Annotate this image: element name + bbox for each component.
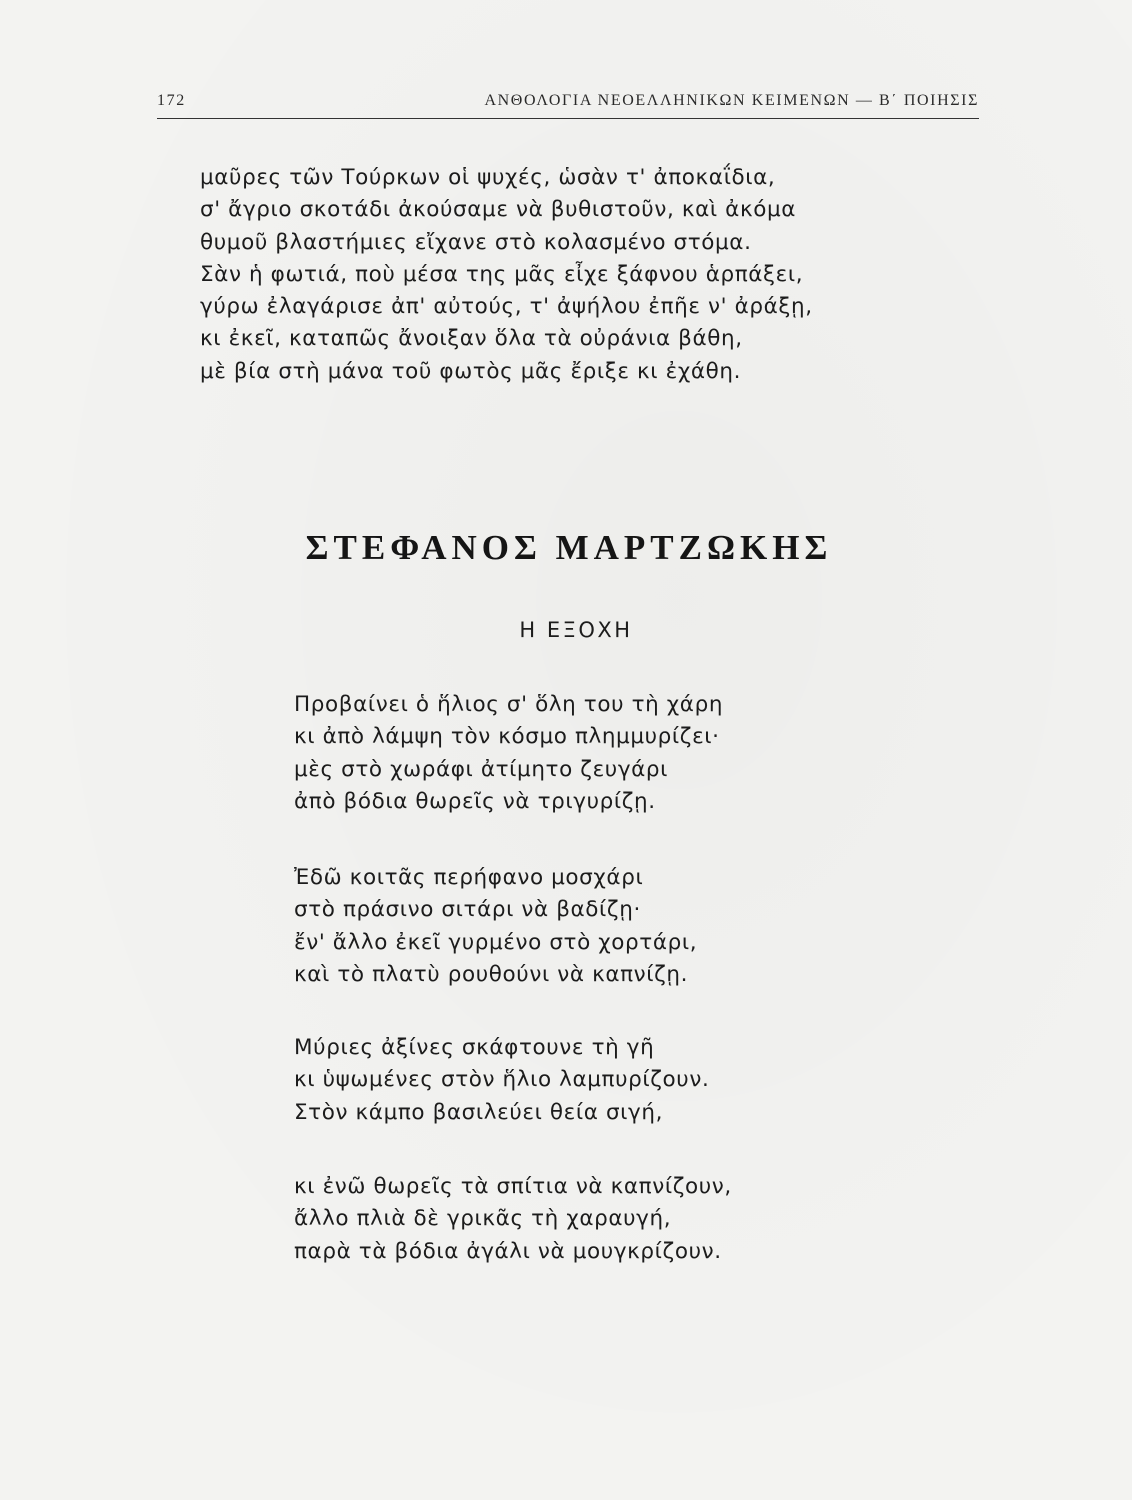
verse-line: Στὸν κάμπο βασιλεύει θεία σιγή, (294, 1099, 664, 1125)
running-header (157, 92, 979, 116)
running-title: ΑΝΘΟΛΟΓΙΑ ΝΕΟΕΛΛΗΝΙΚΩΝ ΚΕΙΜΕΝΩΝ — Β΄ ΠΟΙΗΣΙΣ (484, 92, 979, 109)
verse-line: γύρω ἐλαγάρισε ἀπ' αὐτούς, τ' ἀψήλου ἐπῆε ν' ἀράξῃ, (200, 294, 813, 320)
verse-line: κι ἐνῶ θωρεῖς τὰ σπίτια νὰ καπνίζουν, (294, 1174, 732, 1199)
verse-line: παρὰ τὰ βόδια ἀγάλι νὰ μουγκρίζουν. (294, 1238, 722, 1264)
poem-title: Η ΕΞΟΧΗ (519, 618, 633, 642)
previous-poem-ending (200, 162, 813, 388)
verse-line: σ' ἄγριο σκοτάδι ἀκούσαμε νὰ βυθιστοῦν, καὶ ἀκόμα (200, 197, 797, 223)
verse-line: μὲ βία στὴ μάνα τοῦ φωτὸς μᾶς ἔριξε κι ἐχάθη. (200, 358, 742, 384)
verse-line: μὲς στὸ χωράφι ἀτίμητο ζευγάρι (294, 756, 669, 782)
verse-line: θυμοῦ βλαστήμιες εἴχανε στὸ κολασμένο στόμα. (200, 229, 752, 255)
stanza-3 (294, 1032, 709, 1129)
verse-line: κι ἀπὸ λάμψη τὸν κόσμο πλημμυρίζει· (294, 724, 720, 750)
header-rule (157, 118, 979, 119)
verse-line: Προβαίνει ὁ ἥλιος σ' ὅλη του τὴ χάρη (294, 692, 724, 717)
verse-line: Σὰν ἡ φωτιά, ποὺ μέσα της μᾶς εἶχε ξάφνου ἁρπάξει, (200, 261, 804, 287)
stanza-1 (294, 689, 723, 818)
verse-line: κι ἐκεῖ, καταπῶς ἄνοιξαν ὅλα τὰ οὐράνια βάθη, (200, 326, 743, 352)
page-number: 172 (157, 92, 186, 109)
verse-line: ἔν' ἄλλο ἐκεῖ γυρμένο στὸ χορτάρι, (294, 929, 698, 955)
verse-line: κι ὑψωμένες στὸν ἥλιο λαμπυρίζουν. (294, 1067, 710, 1093)
verse-line: Μύριες ἀξίνες σκάφτουνε τὴ γῆ (294, 1035, 655, 1060)
stanza-2 (294, 862, 697, 991)
stanza-4 (294, 1171, 732, 1268)
verse-line: μαῦρες τῶν Τούρκων οἱ ψυχές, ὡσὰν τ' ἀποκαΐδια, (200, 165, 776, 190)
poet-name: ΣΤΕΦΑΝΟΣ ΜΑΡΤΖΩΚΗΣ (305, 528, 833, 567)
verse-line: ἄλλο πλιὰ δὲ γρικᾶς τὴ χαραυγή, (294, 1206, 672, 1232)
verse-line: ἀπὸ βόδια θωρεῖς νὰ τριγυρίζῃ. (294, 788, 656, 814)
verse-line: καὶ τὸ πλατὺ ρουθούνι νὰ καπνίζῃ. (294, 961, 689, 987)
verse-line: Ἐδῶ κοιτᾶς περήφανο μοσχάρι (294, 865, 644, 890)
verse-line: στὸ πράσινο σιτάρι νὰ βαδίζῃ· (294, 897, 641, 923)
